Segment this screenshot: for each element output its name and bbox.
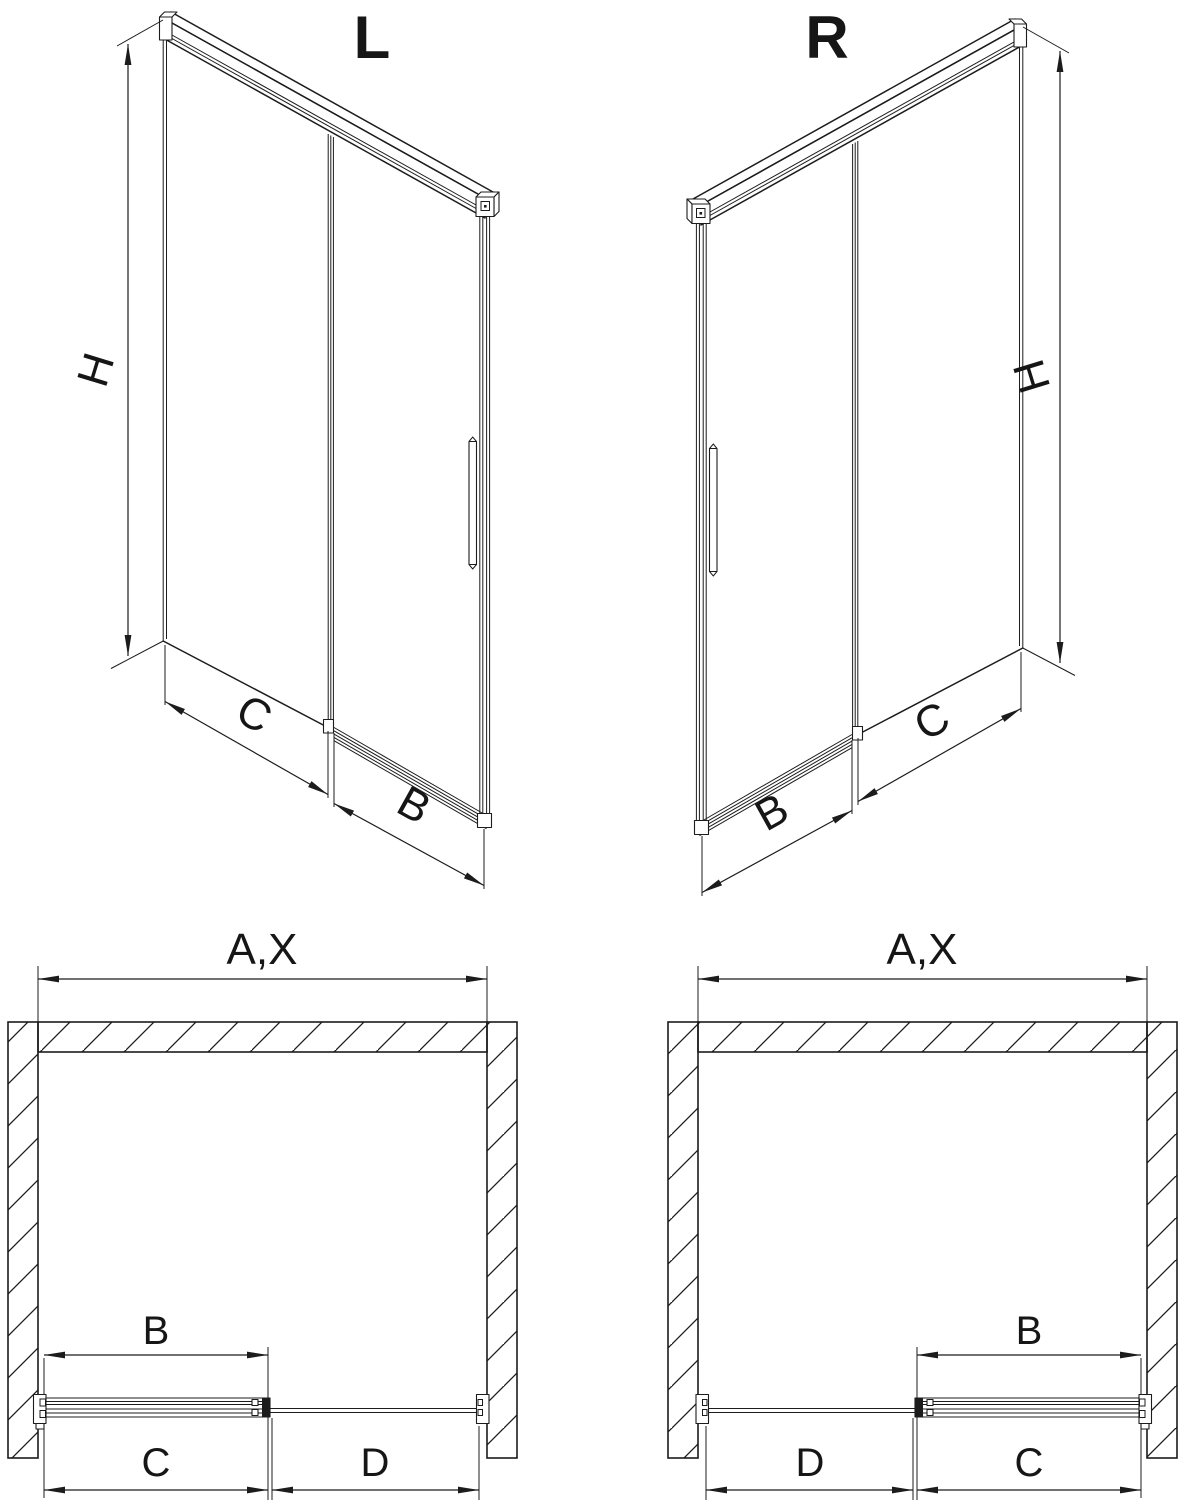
- wall-back: [38, 1022, 487, 1052]
- door-handle: [710, 444, 718, 576]
- rail-end-cap: [687, 199, 710, 224]
- dim-label-b: B: [142, 1309, 170, 1353]
- wall-bracket-right: [477, 1395, 490, 1424]
- dim-label-b: B: [1015, 1309, 1043, 1353]
- wall-bracket-left: [696, 1395, 709, 1424]
- dim-label-d: D: [360, 1441, 390, 1485]
- wall-right: [487, 1022, 517, 1458]
- rail-end-cap: [476, 192, 499, 217]
- wall-left: [8, 1022, 38, 1458]
- dim-label-h: H: [1004, 353, 1061, 399]
- dim-label-c: C: [228, 685, 280, 744]
- dim-label-ax: A,X: [226, 925, 298, 974]
- variant-label-l: L: [353, 4, 391, 71]
- dim-label-d: D: [795, 1441, 825, 1485]
- dim-label-c: C: [906, 692, 958, 751]
- wall-bracket-left: [34, 1395, 47, 1430]
- wall-bracket-right: [1139, 1395, 1152, 1430]
- dim-label-b: B: [747, 783, 797, 841]
- door-handle: [469, 437, 477, 569]
- dim-label-c: C: [141, 1441, 171, 1485]
- dim-label-ax: A,X: [886, 925, 958, 974]
- dim-label-h: H: [68, 347, 125, 393]
- wall-right: [1147, 1022, 1177, 1458]
- variant-label-r: R: [805, 4, 849, 71]
- wall-left: [668, 1022, 698, 1458]
- dim-label-b: B: [389, 776, 439, 834]
- wall-back: [698, 1022, 1147, 1052]
- dim-label-c: C: [1014, 1441, 1044, 1485]
